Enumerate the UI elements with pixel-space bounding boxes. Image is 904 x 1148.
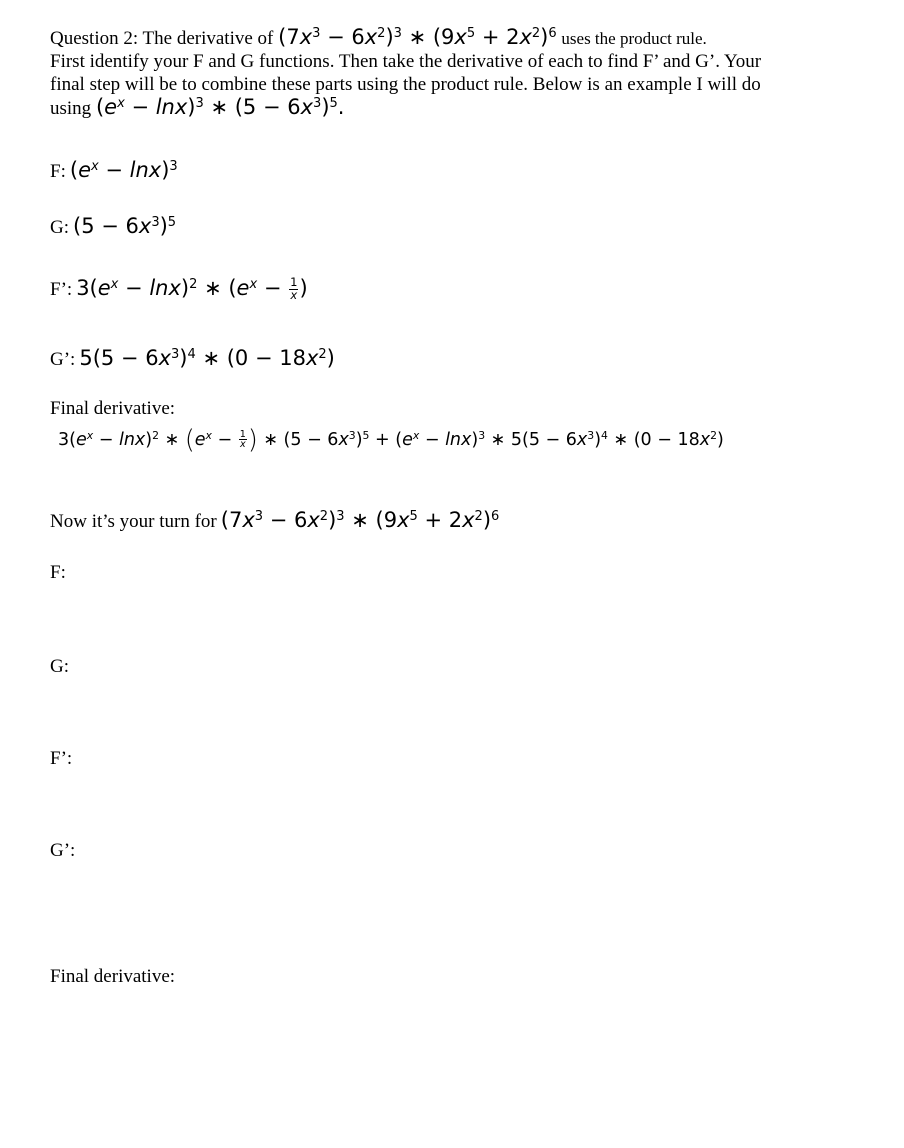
question-expression: $(7x^3 - 6x^2)^3$ ∗ $(9x^5 + 2x^2)^6$	[278, 25, 557, 49]
intro-line-3: final step will be to combine these parts using the product rule. Below is an example I will do	[50, 74, 761, 95]
intro-line4-prefix: using	[50, 98, 92, 119]
intro-line-4	[50, 96, 830, 120]
intro-suffix: uses the product rule.	[561, 29, 707, 48]
answer-fprime-label: F’:	[50, 748, 73, 769]
turn-prefix: Now it’s your turn for	[50, 511, 217, 532]
intro-line-2: First identify your F and G functions. Then take the derivative of each to find F’ and G’. Your	[50, 51, 762, 72]
answer-gprime-label: G’:	[50, 840, 76, 861]
question-paragraph	[50, 26, 830, 120]
example-g-label: G:	[50, 217, 69, 238]
example-final-label: Final derivative:	[50, 398, 176, 419]
example-final-row	[58, 424, 724, 454]
example-f-expression: $(e^x - \ln x)^3$	[69, 158, 178, 182]
example-gprime-row	[50, 346, 335, 371]
example-f-row	[50, 158, 178, 183]
answer-final-label: Final derivative:	[50, 966, 176, 987]
example-final-expression: $3(e^x - \ln x)^2$ ∗ ($e^x$ − $\frac{1}{x}$ ) ∗ $(5 - 6x^3)^5 + (e^x - \ln x)^3$ ∗ $5(5 - 6x^3)^4$ ∗ $(0 - 18x^2)$	[58, 424, 724, 454]
example-expression: $(e^x - \ln x)^3$ ∗ $(5 - 6x^3)^5$.	[95, 95, 345, 119]
example-gprime-label: G’:	[50, 349, 76, 370]
example-gprime-expression: $5(5 - 6x^3)^4$ ∗ $(0 - 18x^2)$	[79, 346, 335, 370]
example-fprime-expression: $3(e^x - \ln x)^2$ ∗ ($e^x$ − $\frac{1}{x}$ )	[76, 274, 308, 302]
intro-prefix: Question 2: The derivative of	[50, 28, 274, 49]
answer-f-label: F:	[50, 562, 66, 583]
example-f-label: F:	[50, 161, 66, 182]
turn-row	[50, 508, 499, 533]
answer-g-label: G:	[50, 656, 69, 677]
example-g-row	[50, 214, 176, 239]
intro-line-1	[50, 26, 830, 50]
example-fprime-row	[50, 276, 308, 301]
example-g-expression: $(5 - 6x^3)^5$	[73, 214, 177, 238]
turn-expression: $(7x^3 - 6x^2)^3$ ∗ $(9x^5 + 2x^2)^6$	[220, 508, 500, 532]
example-fprime-label: F’:	[50, 279, 73, 300]
